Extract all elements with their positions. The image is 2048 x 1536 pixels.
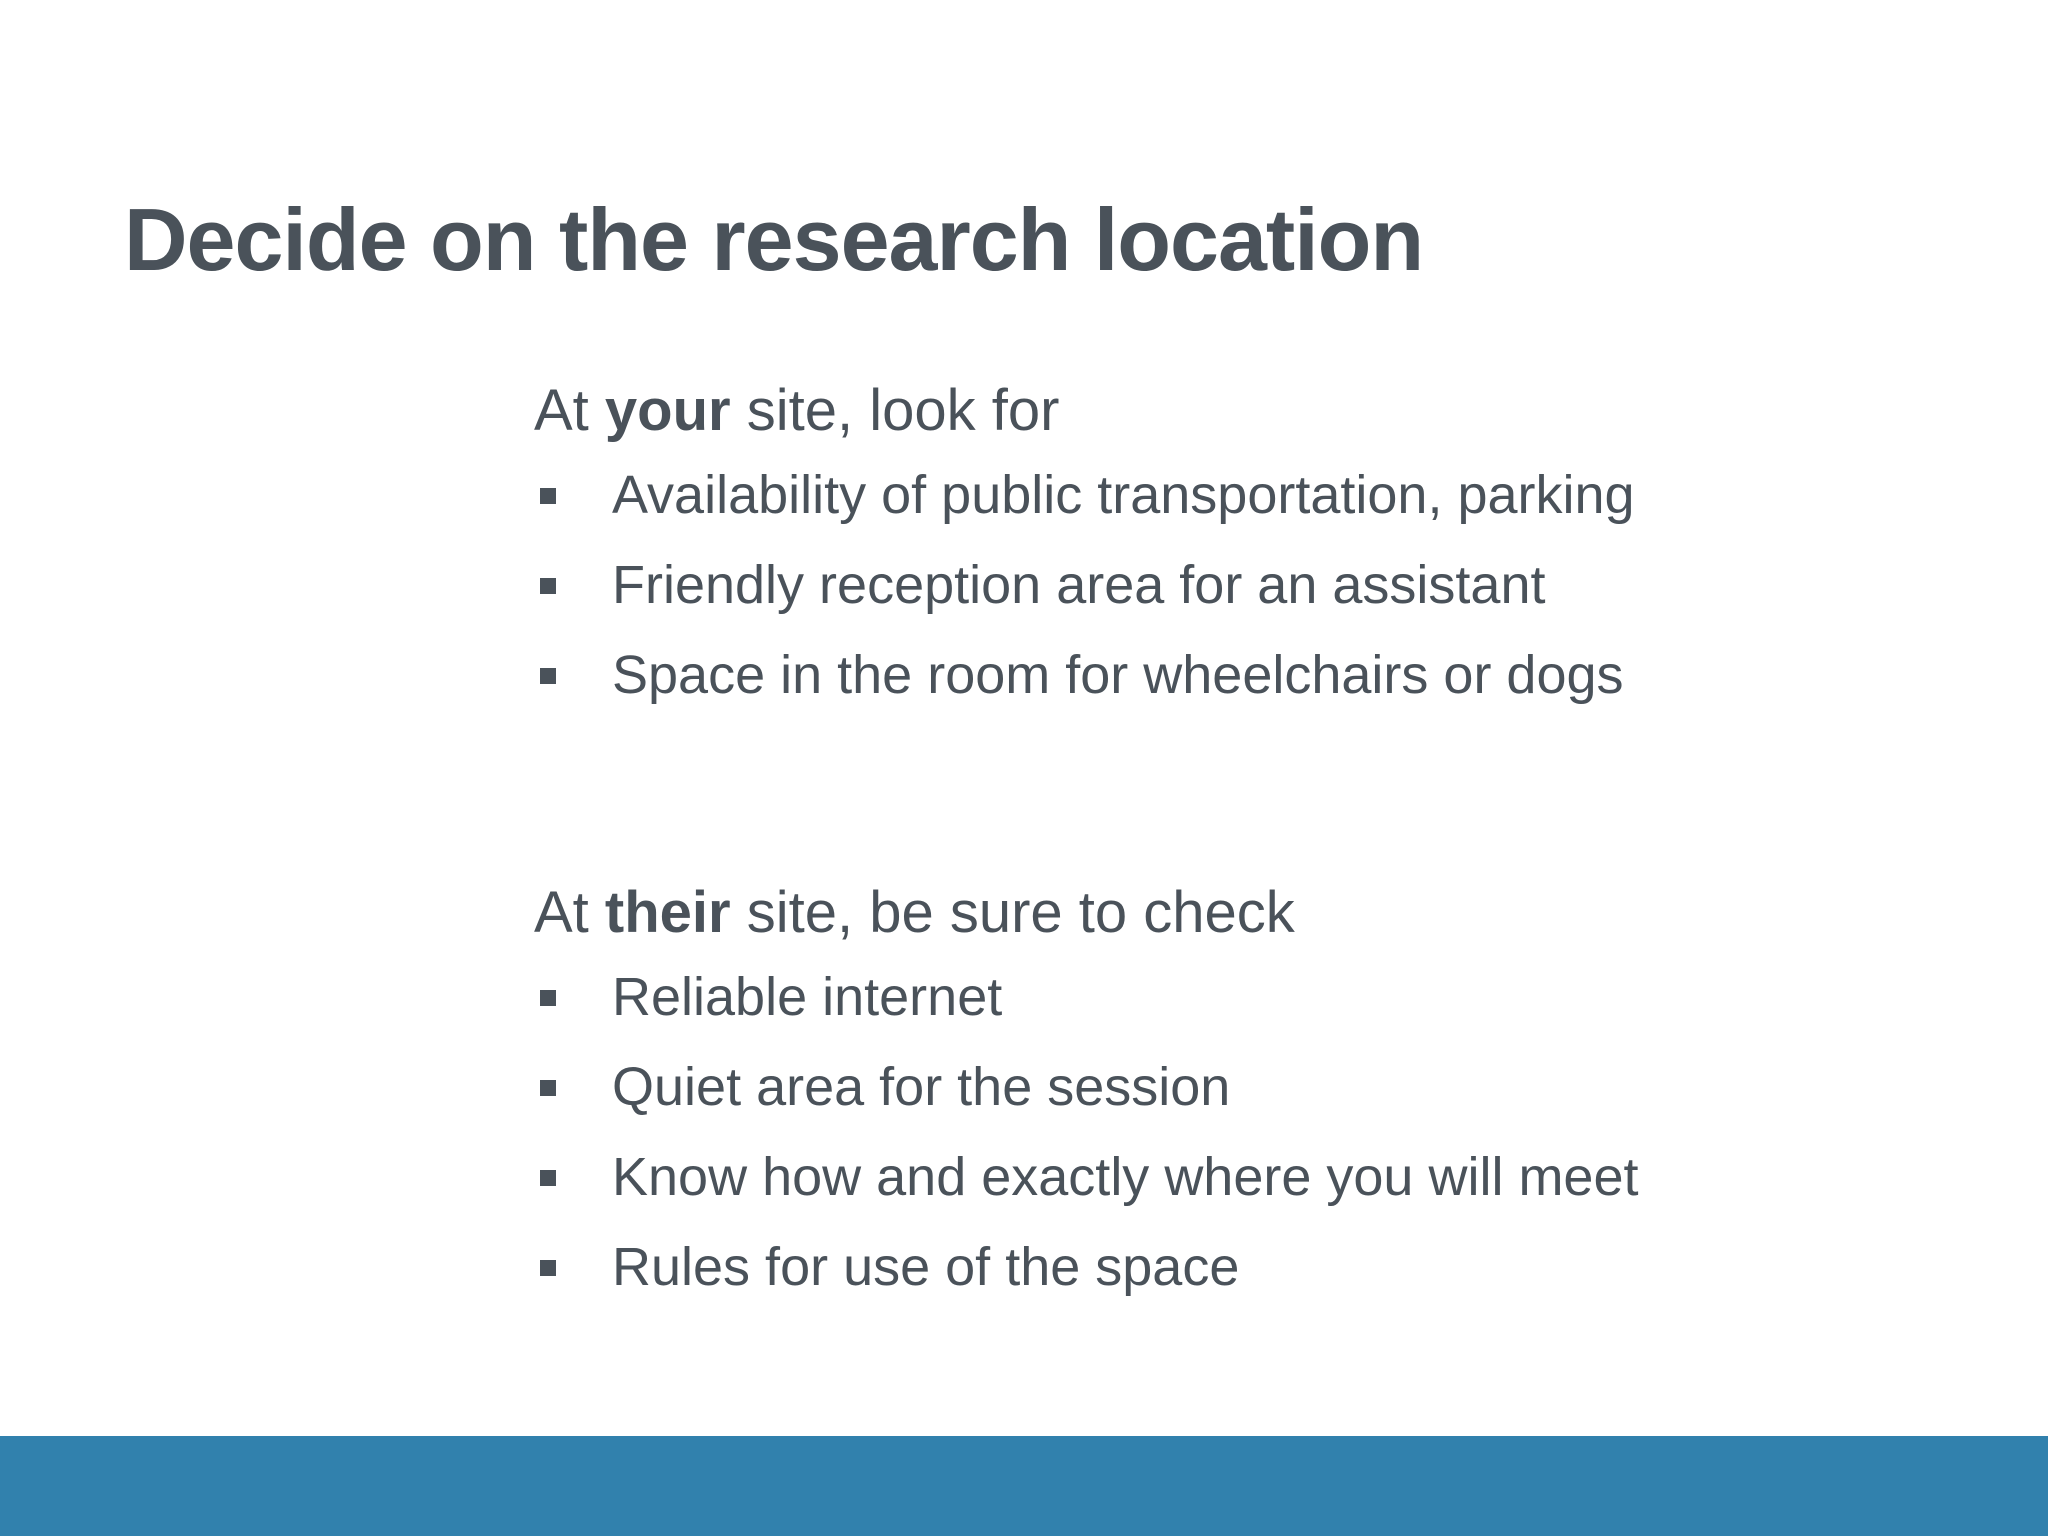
- square-bullet-icon: [540, 1170, 556, 1186]
- list-item: [534, 1222, 1834, 1312]
- bullet-list-their-site: [534, 952, 1834, 1312]
- square-bullet-icon: [540, 578, 556, 594]
- section-heading-emphasis: your: [604, 378, 731, 443]
- square-bullet-icon: [540, 1080, 556, 1096]
- list-item-text: Reliable internet: [612, 967, 1003, 1027]
- square-bullet-icon: [540, 668, 556, 684]
- section-heading-suffix: site, be sure to check: [730, 880, 1295, 945]
- list-item: [534, 540, 1834, 630]
- list-item: [534, 1042, 1834, 1132]
- square-bullet-icon: [540, 488, 556, 504]
- section-heading-suffix: site, look for: [730, 378, 1060, 443]
- list-item: [534, 450, 1834, 540]
- footer-bar: [0, 1436, 2048, 1536]
- list-item: [534, 1132, 1834, 1222]
- slide-title: Decide on the research location: [124, 190, 1424, 289]
- section-heading-emphasis: their: [604, 880, 731, 945]
- slide-content: [534, 372, 1834, 1312]
- list-item-text: Availability of public transportation, parking: [612, 465, 1635, 525]
- list-item: [534, 630, 1834, 720]
- list-item-text: Know how and exactly where you will meet: [612, 1147, 1639, 1207]
- section-heading-their-site: [534, 874, 1834, 952]
- list-item: [534, 952, 1834, 1042]
- square-bullet-icon: [540, 1260, 556, 1276]
- list-item-text: Friendly reception area for an assistant: [612, 555, 1546, 615]
- list-item-text: Quiet area for the session: [612, 1057, 1231, 1117]
- section-spacer: [534, 720, 1834, 874]
- square-bullet-icon: [540, 990, 556, 1006]
- section-heading-prefix: At: [534, 378, 605, 443]
- list-item-text: Rules for use of the space: [612, 1237, 1240, 1297]
- section-heading-your-site: [534, 372, 1834, 450]
- bullet-list-your-site: [534, 450, 1834, 720]
- list-item-text: Space in the room for wheelchairs or dogs: [612, 645, 1624, 705]
- section-heading-prefix: At: [534, 880, 605, 945]
